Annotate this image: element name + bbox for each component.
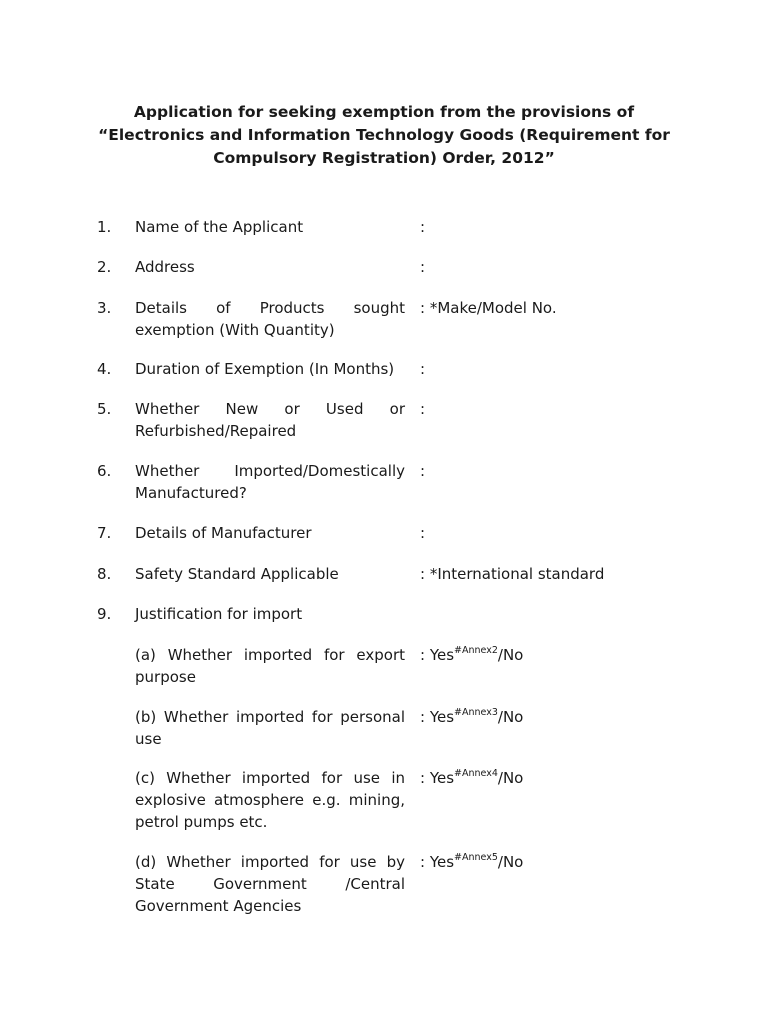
document-title [84,101,684,170]
item-value[interactable]: : [420,258,426,276]
item-label: Details of Manufacturer [135,524,312,542]
item-number: 1. [97,218,112,236]
item-number: 8. [97,565,112,583]
item-label: Whether New or Used or Refurbished/Repaired [135,400,405,440]
item-label: Name of the Applicant [135,218,304,236]
annex-reference: #Annex2 [454,645,498,656]
subitem-label: (d) Whether imported for use by State Government /Central Government Agencies [135,853,405,915]
item-value[interactable]: : [420,400,426,418]
item-number: 7. [97,524,112,542]
item-number: 5. [97,400,112,418]
item-label: Address [135,258,195,276]
item-value[interactable]: : *International standard [420,565,605,583]
item-number: 6. [97,462,112,480]
yes-no-choice[interactable]: : Yes$^{\#Annex5}$/No [420,852,524,871]
title-line-2: “Electronics and Information Technology Goods (Requirement for [98,126,670,144]
subitem-label: (c) Whether imported for use in explosive atmosphere e.g. mining, petrol pumps etc. [135,769,405,831]
yes-no-choice[interactable]: : Yes$^{\#Annex2}$/No [420,645,524,664]
item-number: 3. [97,299,112,317]
annex-reference: #Annex3 [454,707,498,718]
subitem-label: (a) Whether imported for export purpose [135,646,405,686]
annex-reference: #Annex4 [454,768,498,779]
item-label: Details of Products sought exemption (With Quantity) [135,299,405,339]
title-line-1: Application for seeking exemption from the provisions of [133,103,635,121]
subitem-label: (b) Whether imported for personal use [135,708,405,748]
title-line-3: Compulsory Registration) Order, 2012” [213,149,555,167]
annex-reference: #Annex5 [454,852,498,863]
item-value[interactable]: : *Make/Model No. [420,299,557,317]
item-value[interactable]: : [420,462,426,480]
item-number: 9. [97,605,112,623]
item-value[interactable]: : [420,524,426,542]
item-label: Duration of Exemption (In Months) [135,360,395,378]
item-label: Whether Imported/Domestically Manufactured? [135,462,405,502]
item-value[interactable]: : [420,360,426,378]
item-number: 4. [97,360,112,378]
yes-no-choice[interactable]: : Yes$^{\#Annex3}$/No [420,707,524,726]
item-value[interactable]: : [420,218,426,236]
item-number: 2. [97,258,112,276]
item-label: Justification for import [135,605,303,623]
yes-no-choice[interactable]: : Yes$^{\#Annex4}$/No [420,768,524,787]
item-label: Safety Standard Applicable [135,565,339,583]
